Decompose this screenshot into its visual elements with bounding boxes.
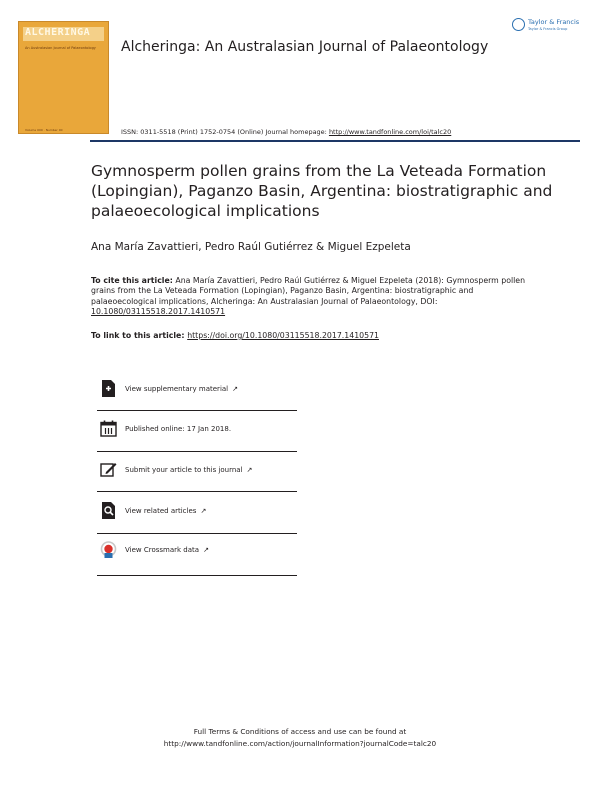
calendar-icon <box>100 420 117 437</box>
cover-title: ALCHERINGA <box>25 27 91 38</box>
related-articles-link[interactable] <box>97 502 297 540</box>
journal-cover-image <box>18 21 109 134</box>
article-authors: Ana María Zavattieri, Pedro Raúl Gutiérrez & Miguel Ezpeleta <box>91 241 411 253</box>
crossmark-icon <box>100 541 117 558</box>
external-link-icon: ↗ <box>232 385 238 393</box>
issn-line <box>121 128 451 136</box>
journal-title: Alcheringa: An Australasian Journal of Palaeontology <box>121 39 489 55</box>
cite-text: Ana María Zavattieri, Pedro Raúl Gutiérrez & Miguel Ezpeleta (2018): Gymnosperm pollen grains from the La Veteada Formation (Lopingian), Paganzo Basin, Argentina: biostratigraphic and palaeoecological implications, Alcheringa: An Australasian Journal of Palaeontology, DOI: <box>91 276 526 306</box>
supplementary-icon <box>100 380 117 397</box>
panel-label[interactable]: View related articles ↗ <box>125 507 207 515</box>
doi-link[interactable]: 10.1080/03115518.2017.1410571 <box>91 307 226 317</box>
published-online-item <box>97 420 297 458</box>
footer-terms-text: Full Terms & Conditions of access and use can be found at <box>193 727 407 736</box>
publisher-logo <box>512 17 582 39</box>
published-date: Published online: 17 Jan 2018. <box>125 425 232 433</box>
citation <box>91 276 531 318</box>
cover-footer: Volume 000 · Number 00 <box>25 128 63 132</box>
panel-label[interactable]: Submit your article to this journal ↗ <box>125 466 253 474</box>
external-link-icon: ↗ <box>200 507 207 515</box>
panel-label[interactable]: View Crossmark data ↗ <box>125 546 209 554</box>
edit-icon <box>100 461 117 478</box>
publisher-tagline: Taylor & Francis Group <box>528 27 568 31</box>
footer-terms-link[interactable]: http://www.tandfonline.com/action/journalInformation?journalCode=talc20 <box>163 739 437 748</box>
article-link-line <box>91 331 379 340</box>
journal-homepage-link[interactable]: http://www.tandfonline.com/loi/talc20 <box>328 128 452 136</box>
panel-label[interactable]: View supplementary material ↗ <box>125 385 238 393</box>
submit-article-link[interactable] <box>97 461 297 499</box>
crossmark-link[interactable] <box>97 541 297 579</box>
article-title: Gymnosperm pollen grains from the La Veteada Formation (Lopingian), Paganzo Basin, Argentina: biostratigraphic and palaeoecological implications <box>91 162 553 220</box>
issn-text: ISSN: 0311-5518 (Print) 1752-0754 (Online) Journal homepage: <box>121 128 329 136</box>
publisher-name: Taylor & Francis <box>528 18 580 26</box>
link-label: To link to this article: <box>91 331 188 340</box>
cover-subtitle: An Australasian Journal of Palaeontology <box>25 46 96 50</box>
supplementary-material-link[interactable] <box>97 380 297 418</box>
related-icon <box>100 502 117 519</box>
article-url-link[interactable]: https://doi.org/10.1080/03115518.2017.1410571 <box>187 331 379 340</box>
cite-label: To cite this article: <box>91 276 173 285</box>
external-link-icon: ↗ <box>246 466 253 474</box>
header-rule <box>90 140 580 142</box>
external-link-icon: ↗ <box>203 546 209 554</box>
publisher-logo-icon <box>512 18 525 31</box>
